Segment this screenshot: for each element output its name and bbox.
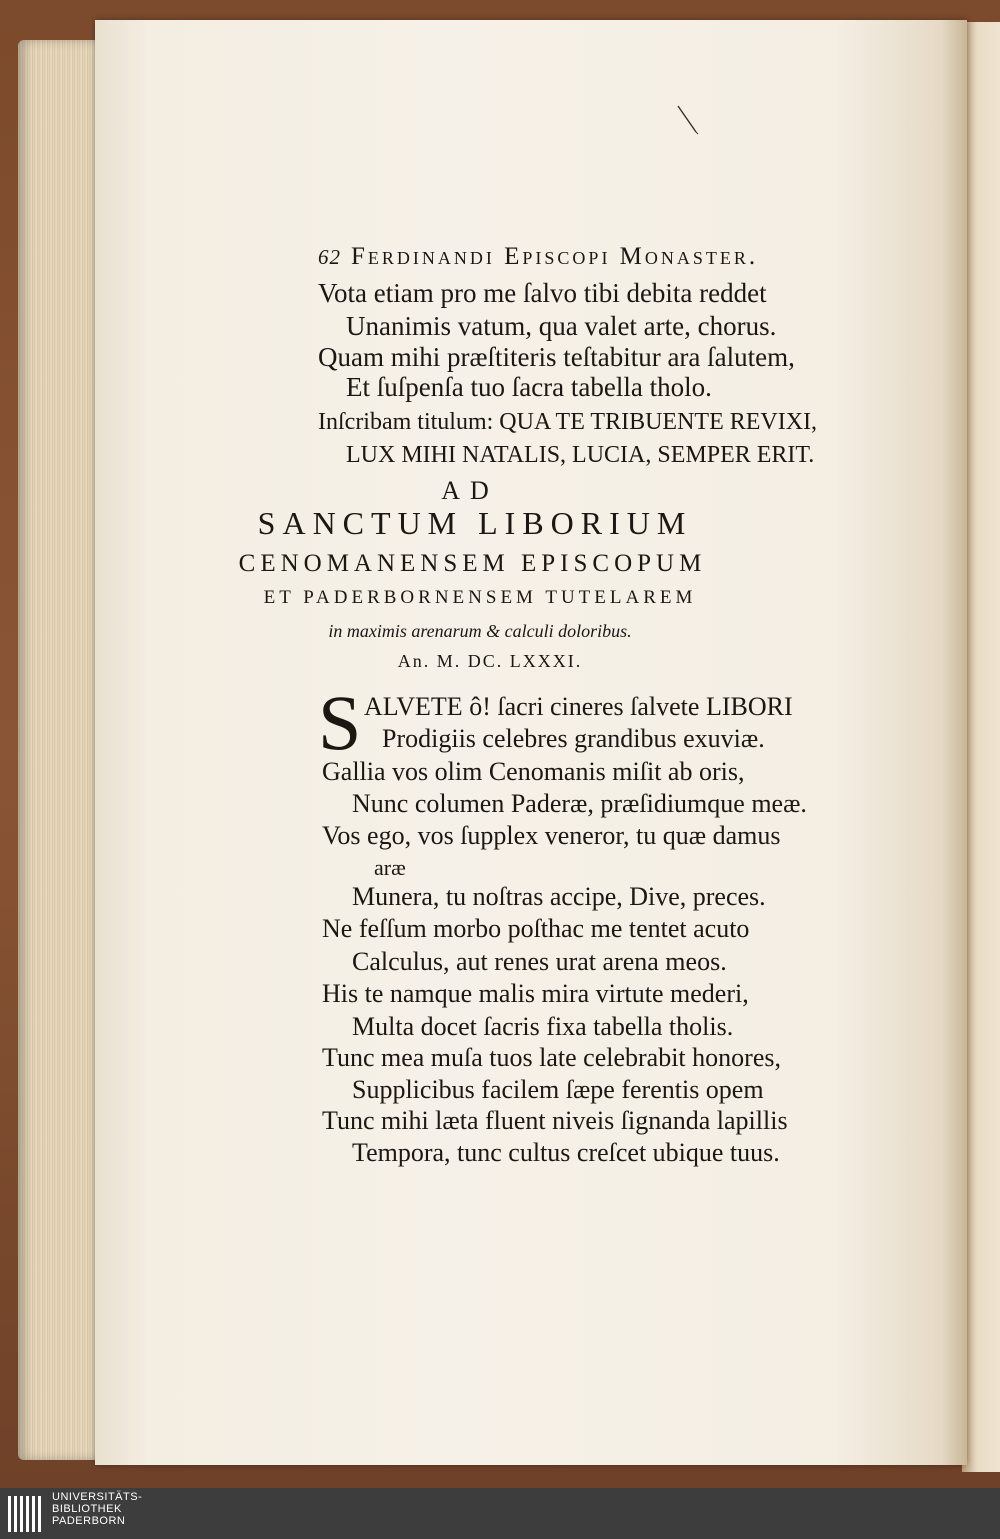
poem-line: Ne feſſum morbo poſthac me tentet acuto — [322, 914, 750, 943]
heading-year: An. M. DC. LXXXI. — [397, 651, 583, 671]
verse-line: Et ſuſpenſa tuo ſacra tabella tholo. — [346, 372, 712, 402]
verse-line: Unanimis vatum, qua valet arte, chorus. — [346, 311, 777, 341]
poem-line: Tunc mihi læta fluent niveis ſignanda lapillis — [322, 1106, 788, 1135]
library-footer-bar — [0, 1488, 1000, 1539]
poem-line: aræ — [374, 855, 406, 880]
ink-mark — [676, 104, 700, 136]
poem-line: Nunc columen Paderæ, præſidiumque meæ. — [352, 789, 807, 818]
poem-first-line: ALVETE ô! ſacri cineres ſalvete LIBORI — [364, 692, 793, 721]
poem-line: Supplicibus facilem ſæpe ferentis opem — [352, 1075, 764, 1104]
poem-line: Prodigiis celebres grandibus exuviæ. — [382, 724, 765, 753]
poem-line: Multa docet ſacris fixa tabella tholis. — [352, 1012, 734, 1041]
library-logo-icon — [6, 1490, 46, 1536]
poem-line: Gallia vos olim Cenomanis miſit ab oris, — [322, 757, 745, 786]
heading-ad: AD — [441, 476, 499, 505]
poem-line: Munera, tu noſtras accipe, Dive, preces. — [352, 882, 766, 911]
library-name-line3: PADERBORN — [52, 1515, 126, 1527]
verse-line: Quam mihi præſtiteris teſtabitur ara ſalutem, — [318, 342, 795, 372]
verse-line: Inſcribam titulum: QUA TE TRIBUENTE REVIXI, — [318, 409, 818, 435]
facing-page-edge — [962, 22, 1000, 1472]
verse-line: Vota etiam pro me ſalvo tibi debita reddet — [318, 278, 767, 308]
page-number: 62 — [318, 245, 341, 269]
verse-line: LUX MIHI NATALIS, LUCIA, SEMPER ERIT. — [346, 442, 815, 468]
heading-sanctum-liborium: SANCTUM LIBORIUM — [257, 505, 693, 541]
poem-line: Vos ego, vos ſupplex veneror, tu quæ damus — [322, 821, 781, 850]
running-head — [318, 243, 758, 271]
library-name-line2: BIBLIOTHEK — [52, 1503, 122, 1515]
poem-line: Tempora, tunc cultus creſcet ubique tuus. — [352, 1138, 780, 1167]
poem-line: Tunc mea muſa tuos late celebrabit honores, — [322, 1043, 781, 1072]
poem-line: Calculus, aut renes urat arena meos. — [352, 947, 727, 976]
heading-cenomanensem: CENOMANENSEM EPISCOPUM — [238, 550, 707, 577]
library-name — [52, 1491, 142, 1527]
heading-subtitle: in maximis arenarum & calculi doloribus. — [328, 621, 632, 641]
library-name-line1: UNIVERSITÄTS- — [52, 1491, 143, 1503]
running-head-title: Ferdinandi Episcopi Monaster. — [351, 243, 759, 270]
drop-cap: S — [318, 679, 362, 766]
heading-paderbornensem: ET PADERBORNENSEM TUTELAREM — [263, 587, 697, 608]
poem-line: His te namque malis mira virtute mederi, — [322, 979, 749, 1008]
